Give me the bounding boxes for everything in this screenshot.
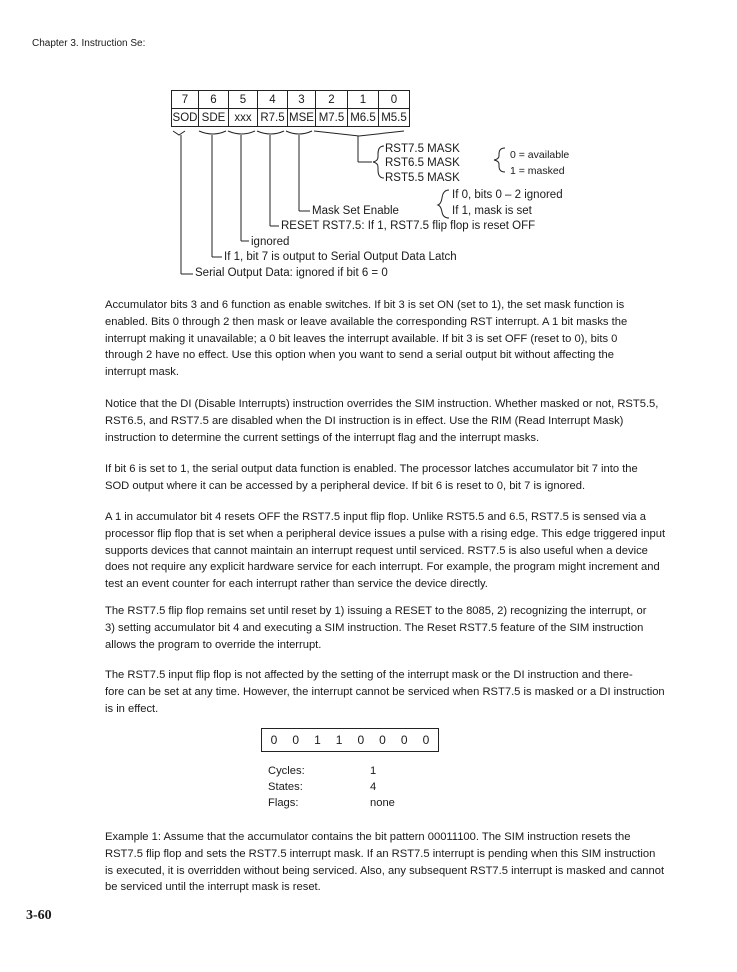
opcode-bit: 0 xyxy=(357,733,365,747)
rst55-mask-label: RST5.5 MASK xyxy=(385,172,460,184)
paragraph xyxy=(105,396,695,446)
bit-number: 6 xyxy=(199,91,229,109)
ignored-label: ignored xyxy=(251,236,290,248)
field-name: SDE xyxy=(199,109,229,127)
timing-value: none xyxy=(370,797,395,809)
if0-note: If 0, bits 0 – 2 ignored xyxy=(452,189,563,201)
text-line: through 2 have no effect. Use this option when you want to send a serial output bit without affecting the xyxy=(105,349,614,362)
available-legend: 0 = available xyxy=(510,149,570,161)
paragraph xyxy=(105,461,695,495)
text-line: enabled. Bits 0 through 2 then mask or leave available the corresponding RST interrupt. A 1 bit masks the xyxy=(105,315,628,328)
text-line: If bit 6 is set to 1, the serial output data function is enabled. The processor latches accumulator bit 7 into the xyxy=(105,463,638,475)
opcode-bit: 0 xyxy=(292,733,300,747)
text-line: instruction to determine the current settings of the interrupt flag and the interrupt masks. xyxy=(105,431,540,444)
text-line: fore can be set at any time. However, the interrupt cannot be serviced when RST7.5 is masked or a DI instruction xyxy=(105,685,665,698)
text-line: The RST7.5 input flip flop is not affected by the setting of the interrupt mask or the DI instruction and there- xyxy=(105,669,633,681)
timing-label: Flags: xyxy=(268,797,299,809)
paragraph xyxy=(105,603,695,653)
rst65-mask-label: RST6.5 MASK xyxy=(385,157,460,169)
mask-set-enable-label: Mask Set Enable xyxy=(312,205,399,217)
masked-legend: 1 = masked xyxy=(510,165,565,177)
field-name: SOD xyxy=(172,109,199,127)
field-name: M7.5 xyxy=(316,109,348,127)
opcode-bit: 1 xyxy=(314,733,321,747)
bit-number: 7 xyxy=(172,91,199,109)
bit-number: 3 xyxy=(288,91,316,109)
sod-label: Serial Output Data: ignored if bit 6 = 0 xyxy=(195,267,388,279)
opcode-bit: 0 xyxy=(379,733,386,747)
field-name: M5.5 xyxy=(379,109,410,127)
chapter-header: Chapter 3. Instruction Se: xyxy=(32,38,146,49)
opcode-bit: 1 xyxy=(335,733,343,747)
field-name: M6.5 xyxy=(348,109,379,127)
bit-number: 2 xyxy=(316,91,348,109)
timing-label: States: xyxy=(268,781,303,793)
text-line: is executed, it is overridden without being serviced. Also, any subsequent RST7.5 interrupt is masked and cannot xyxy=(105,864,665,877)
field-name: MSE xyxy=(288,109,316,127)
page-number: 3-60 xyxy=(26,908,52,923)
paragraph xyxy=(105,509,695,593)
text-line: RST7.5 flip flop and sets the RST7.5 interrupt mask. If an RST7.5 interrupt is pending when this SIM instruction xyxy=(105,847,656,860)
text-line: RST6.5, and RST7.5 are disabled when the DI instruction is in effect. Use the RIM (Read Interrupt Mask) xyxy=(105,414,624,427)
opcode-bit: 0 xyxy=(400,733,408,747)
bit-number: 4 xyxy=(258,91,288,109)
timing-value: 1 xyxy=(370,765,377,777)
text-line: supports devices that cannot maintain an interrupt request until serviced. RST7.5 is also useful when a device xyxy=(105,544,648,557)
text-line: Accumulator bits 3 and 6 function as enable switches. If bit 3 is set ON (set to 1), the set mask function is xyxy=(105,299,625,311)
bit-number: 0 xyxy=(379,91,410,109)
text-line: The RST7.5 flip flop remains set until reset by 1) issuing a RESET to the 8085, 2) recognizing the interrupt, or xyxy=(105,605,647,617)
text-line: be serviced until the interrupt mask is reset. xyxy=(105,881,321,894)
opcode-bit: 0 xyxy=(270,733,278,747)
text-line: 3) setting accumulator bit 4 and executing a SIM instruction. The Reset RST7.5 feature of the SIM instruction xyxy=(105,621,644,634)
text-line: Notice that the DI (Disable Interrupts) instruction overrides the SIM instruction. Whether masked or not, RST5.5, xyxy=(105,398,659,410)
text-line: interrupt making it unavailable; a 0 bit leaves the interrupt available. If bit 3 is set OFF (reset to 0), bits 0 xyxy=(105,332,618,345)
text-line: A 1 in accumulator bit 4 resets OFF the RST7.5 input flip flop. Unlike RST5.5 and 6.5, RST7.5 is sensed via a xyxy=(105,511,646,523)
sde-label: If 1, bit 7 is output to Serial Output Data Latch xyxy=(224,251,457,263)
reset-rst75-label: RESET RST7.5: If 1, RST7.5 flip flop is reset OFF xyxy=(281,220,536,232)
text-line: allows the program to override the interrupt. xyxy=(105,638,322,651)
text-line: Example 1: Assume that the accumulator contains the bit pattern 00011100. The SIM instruction resets the xyxy=(105,831,631,843)
opcode-bit-pattern xyxy=(261,728,439,752)
timing-label: Cycles: xyxy=(268,765,305,777)
if1-note: If 1, mask is set xyxy=(452,205,532,217)
bit-number: 1 xyxy=(348,91,379,109)
paragraph xyxy=(105,667,695,717)
paragraph xyxy=(105,297,695,381)
text-line: does not require any explicit hardware service for each interrupt. For example, the program might increment and xyxy=(105,561,660,574)
example-paragraph xyxy=(105,829,695,896)
text-line: interrupt mask. xyxy=(105,366,179,379)
field-name: R7.5 xyxy=(258,109,288,127)
bit-number: 5 xyxy=(229,91,258,109)
text-line: test an event counter for each interrupt rather than service the device directly. xyxy=(105,578,488,591)
opcode-bit: 0 xyxy=(422,733,430,747)
text-line: processor flip flop that is set when a peripheral device issues a pulse with a rising edge. This edge triggered input xyxy=(105,527,666,540)
field-name: xxx xyxy=(229,109,258,127)
text-line: is in effect. xyxy=(105,702,159,715)
timing-value: 4 xyxy=(370,781,377,793)
rst75-mask-label: RST7.5 MASK xyxy=(385,143,460,155)
text-line: SOD output where it can be accessed by a peripheral device. If bit 6 is reset to 0, bit 7 is ignored. xyxy=(105,479,586,492)
